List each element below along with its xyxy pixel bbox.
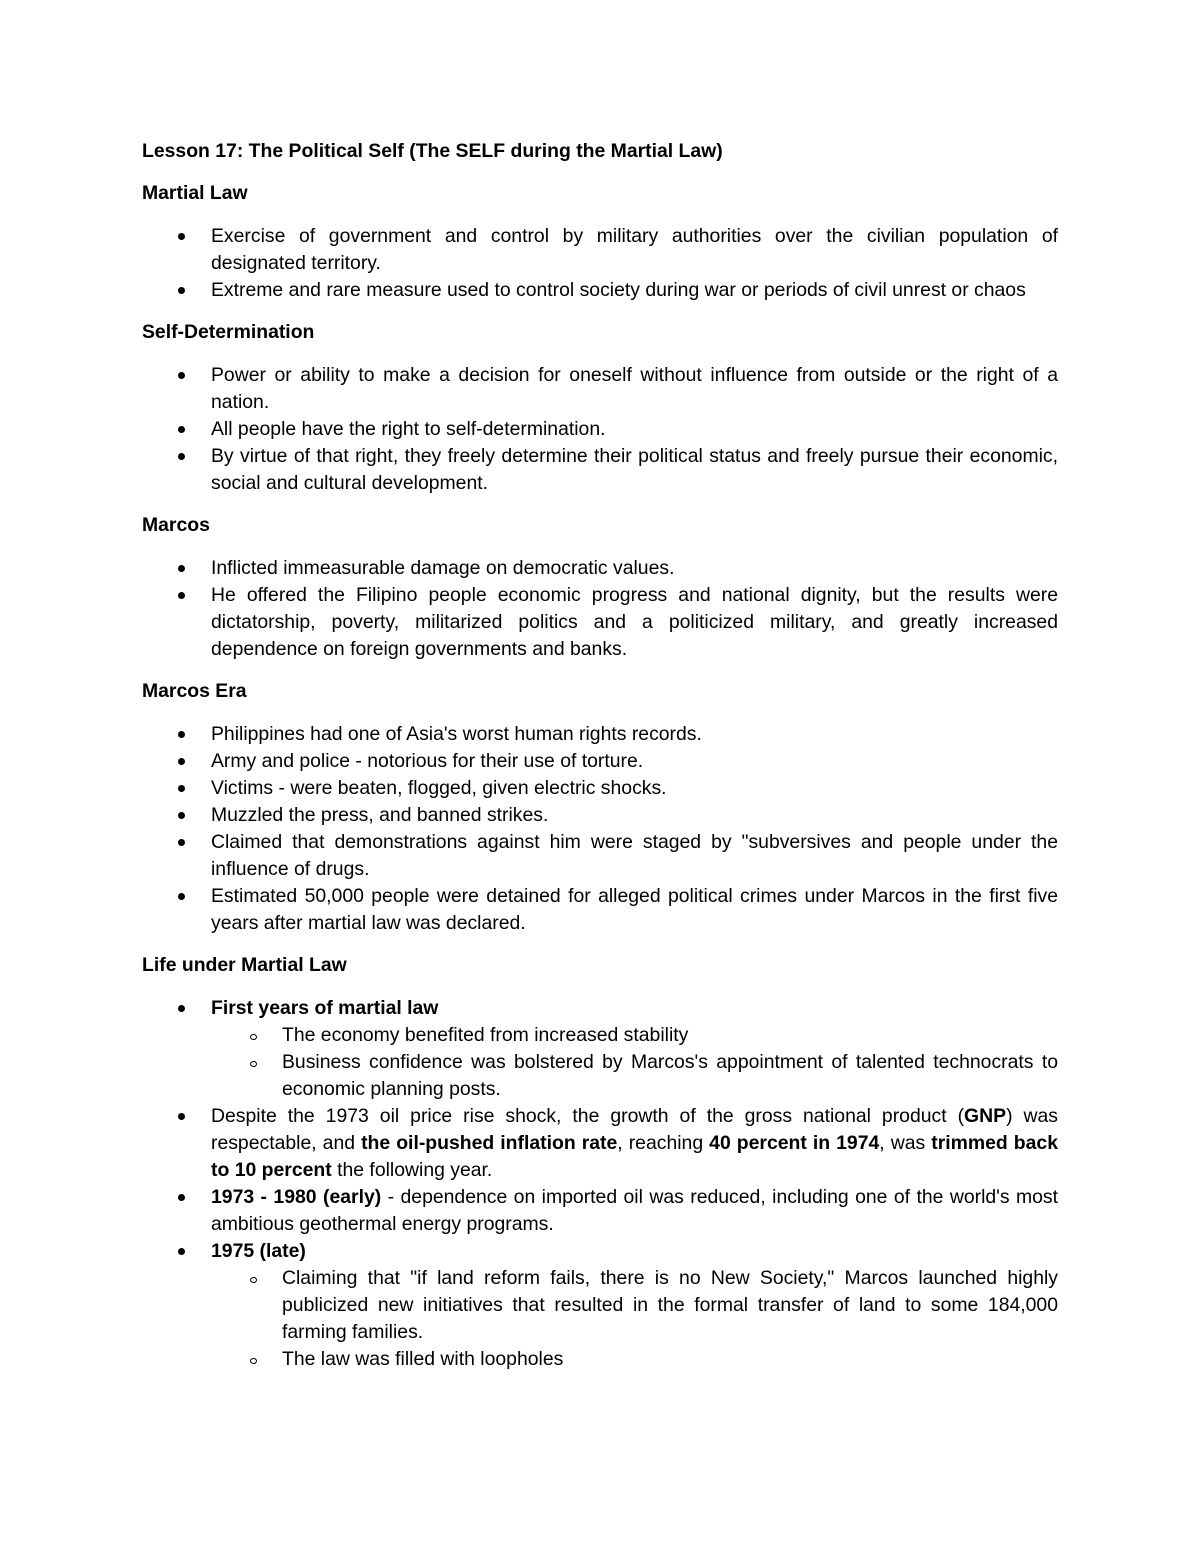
- sub-list-item: The law was filled with loopholes: [211, 1346, 1058, 1373]
- list-item: Power or ability to make a decision for oneself without influence from outside or the right of a nation.: [142, 362, 1058, 416]
- list-item: Muzzled the press, and banned strikes.: [142, 802, 1058, 829]
- list-item: Inflicted immeasurable damage on democratic values.: [142, 555, 1058, 582]
- section-heading-self-determination: Self-Determination: [142, 321, 315, 343]
- gnp-text-3: , reaching: [617, 1132, 710, 1154]
- gnp-text-5: the following year.: [331, 1159, 493, 1181]
- gnp-bold-3: 40 percent in 1974: [709, 1132, 880, 1154]
- sub-list-item: Claiming that "if land reform fails, there is no New Society," Marcos launched highly publicized new initiatives that resulted in the formal transfer of land to some 184,000 farming families.: [211, 1265, 1058, 1346]
- life-under-martial-law-list: [142, 995, 1058, 1373]
- late-label: 1975 (late): [211, 1240, 306, 1262]
- gnp-bold-4: trimmed back to 10 percent: [211, 1132, 1058, 1181]
- sub-list-item: The economy benefited from increased stability: [211, 1022, 1058, 1049]
- list-item-late: [142, 1238, 1058, 1373]
- section-heading-life-under-martial-law: Life under Martial Law: [142, 954, 347, 976]
- lesson-title: Lesson 17: The Political Self (The SELF during the Martial Law): [142, 140, 723, 162]
- list-item: Estimated 50,000 people were detained for alleged political crimes under Marcos in the first five years after martial law was declared.: [142, 883, 1058, 937]
- gnp-text-2: ) was respectable, and: [211, 1105, 1058, 1154]
- early-label: 1973 - 1980 (early): [211, 1186, 382, 1208]
- list-item-first-years: [142, 995, 1058, 1103]
- list-item: All people have the right to self-determination.: [142, 416, 1058, 443]
- list-item: Philippines had one of Asia's worst human rights records.: [142, 721, 1058, 748]
- section-heading-martial-law: Martial Law: [142, 182, 248, 204]
- sub-list-item: Business confidence was bolstered by Marcos's appointment of talented technocrats to economic planning posts.: [211, 1049, 1058, 1103]
- marcos-era-list: [142, 721, 1058, 937]
- list-item-early: [142, 1184, 1058, 1238]
- gnp-text-1: Despite the 1973 oil price rise shock, the growth of the gross national product (: [211, 1105, 965, 1127]
- list-item-gnp: [142, 1103, 1058, 1184]
- first-years-sublist: [211, 1022, 1058, 1103]
- document-body: [142, 138, 1058, 1388]
- list-item: Extreme and rare measure used to control society during war or periods of civil unrest or chaos: [142, 277, 1058, 304]
- marcos-list: [142, 555, 1058, 663]
- martial-law-list: [142, 223, 1058, 304]
- late-sublist: [211, 1265, 1058, 1373]
- first-years-label: First years of martial law: [211, 997, 439, 1019]
- list-item: Exercise of government and control by military authorities over the civilian population of designated territory.: [142, 223, 1058, 277]
- gnp-bold-1: GNP: [964, 1105, 1007, 1127]
- section-heading-marcos: Marcos: [142, 514, 210, 536]
- list-item: By virtue of that right, they freely determine their political status and freely pursue their economic, social and cultural development.: [142, 443, 1058, 497]
- gnp-text-4: , was: [879, 1132, 932, 1154]
- gnp-bold-2: the oil-pushed inflation rate: [361, 1132, 618, 1154]
- list-item: Army and police - notorious for their use of torture.: [142, 748, 1058, 775]
- list-item: Victims - were beaten, flogged, given electric shocks.: [142, 775, 1058, 802]
- early-text: - dependence on imported oil was reduced, including one of the world's most ambitious geothermal energy programs.: [211, 1186, 1059, 1235]
- section-heading-marcos-era: Marcos Era: [142, 680, 247, 702]
- list-item: Claimed that demonstrations against him were staged by "subversives and people under the influence of drugs.: [142, 829, 1058, 883]
- self-determination-list: [142, 362, 1058, 497]
- list-item: He offered the Filipino people economic progress and national dignity, but the results were dictatorship, poverty, militarized politics and a politicized military, and greatly increased dependence on foreign governments and banks.: [142, 582, 1058, 663]
